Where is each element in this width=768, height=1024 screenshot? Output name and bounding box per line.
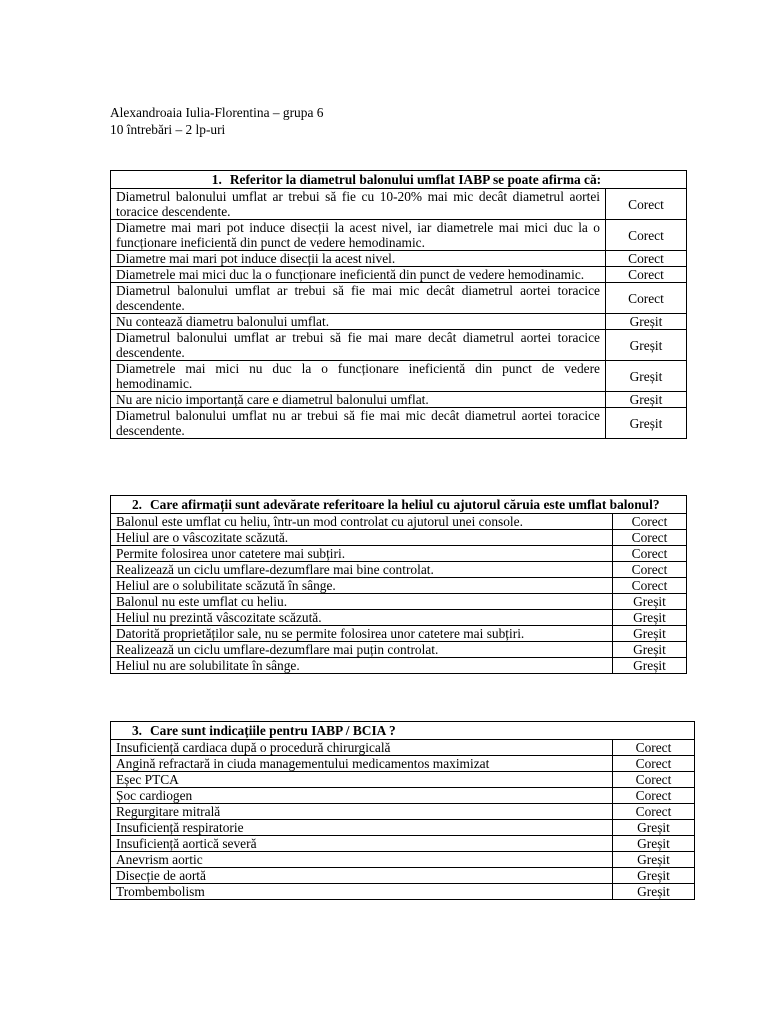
answer-cell: Corect (613, 546, 687, 562)
table-row (111, 594, 687, 610)
answer-cell: Greșit (613, 658, 687, 674)
statement-text: Diametrul balonului umflat ar trebui să fie cu 10-20% mai mic decât diametrul aortei toracice descendente. (111, 189, 606, 220)
statement-text: Insuficiență aortică severă (111, 836, 613, 852)
answer-cell: Greșit (613, 610, 687, 626)
question-3-title: 3. Care sunt indicațiile pentru IABP / BCIA ? (111, 722, 695, 740)
answer-cell: Corect (613, 514, 687, 530)
answer-cell: Corect (606, 189, 687, 220)
statement-text: Trombembolism (111, 884, 613, 900)
answer-cell: Greșit (613, 594, 687, 610)
document-header (110, 104, 323, 138)
statement-text: Realizează un ciclu umflare-dezumflare mai puțin controlat. (111, 642, 613, 658)
table-row (111, 642, 687, 658)
table-row (111, 220, 687, 251)
answer-cell: Greșit (613, 626, 687, 642)
answer-cell: Greșit (613, 868, 695, 884)
answer-cell: Corect (613, 756, 695, 772)
answer-cell: Corect (613, 804, 695, 820)
table-row (111, 578, 687, 594)
table-row (111, 251, 687, 267)
statement-text: Heliul are o solubilitate scăzută în sânge. (111, 578, 613, 594)
table-row (111, 546, 687, 562)
statement-text: Permite folosirea unor catetere mai subțiri. (111, 546, 613, 562)
question-2-title: 2. Care afirmații sunt adevărate referitoare la heliul cu ajutorul căruia este umflat balonul? (111, 496, 687, 514)
statement-text: Diametre mai mari pot induce disecții la acest nivel. (111, 251, 606, 267)
table-row (111, 514, 687, 530)
table-row (111, 756, 695, 772)
table-row (111, 626, 687, 642)
table-row (111, 361, 687, 392)
statement-text: Diametrul balonului umflat nu ar trebui să fie mai mic decât diametrul aortei toracice descendente. (111, 408, 606, 439)
answer-cell: Corect (606, 220, 687, 251)
table-row (111, 820, 695, 836)
table-row (111, 740, 695, 756)
answer-cell: Greșit (613, 852, 695, 868)
answer-cell: Corect (613, 788, 695, 804)
table-row (111, 804, 695, 820)
table-row (111, 884, 695, 900)
statement-text: Insuficiență cardiaca după o procedură chirurgicală (111, 740, 613, 756)
quiz-info-line: 10 întrebări – 2 lp-uri (110, 122, 226, 137)
statement-text: Șoc cardiogen (111, 788, 613, 804)
table-row (111, 836, 695, 852)
question-2-table (110, 495, 687, 674)
answer-cell: Greșit (613, 836, 695, 852)
table-row (111, 283, 687, 314)
statement-text: Insuficiență respiratorie (111, 820, 613, 836)
table-row (111, 189, 687, 220)
answer-cell: Greșit (606, 330, 687, 361)
statement-text: Diametre mai mari pot induce disecții la acest nivel, iar diametrele mai mici duc la o funcționare ineficientă din punct de vedere hemodinamic. (111, 220, 606, 251)
answer-cell: Greșit (606, 361, 687, 392)
table-row (111, 314, 687, 330)
statement-text: Disecție de aortă (111, 868, 613, 884)
answer-cell: Corect (613, 562, 687, 578)
statement-text: Nu are nicio importanță care e diametrul balonului umflat. (111, 392, 606, 408)
table-row (111, 562, 687, 578)
answer-cell: Greșit (606, 408, 687, 439)
statement-text: Regurgitare mitrală (111, 804, 613, 820)
statement-text: Diametrul balonului umflat ar trebui să fie mai mic decât diametrul aortei toracice descendente. (111, 283, 606, 314)
question-1-table (110, 170, 687, 439)
statement-text: Heliul nu are solubilitate în sânge. (111, 658, 613, 674)
answer-cell: Greșit (606, 392, 687, 408)
table-row (111, 772, 695, 788)
answer-cell: Greșit (613, 820, 695, 836)
answer-cell: Corect (613, 740, 695, 756)
statement-text: Heliul nu prezintă vâscozitate scăzută. (111, 610, 613, 626)
statement-text: Heliul are o vâscozitate scăzută. (111, 530, 613, 546)
statement-text: Realizează un ciclu umflare-dezumflare mai bine controlat. (111, 562, 613, 578)
table-row (111, 392, 687, 408)
statement-text: Balonul este umflat cu heliu, într-un mod controlat cu ajutorul unei console. (111, 514, 613, 530)
statement-text: Eșec PTCA (111, 772, 613, 788)
table-row (111, 330, 687, 361)
table-row (111, 868, 695, 884)
answer-cell: Greșit (606, 314, 687, 330)
answer-cell: Corect (606, 267, 687, 283)
answer-cell: Greșit (613, 884, 695, 900)
answer-cell: Corect (606, 283, 687, 314)
answer-cell: Corect (613, 530, 687, 546)
statement-text: Diametrele mai mici duc la o funcționare ineficientă din punct de vedere hemodinamic. (111, 267, 606, 283)
answer-cell: Corect (613, 578, 687, 594)
question-3-table (110, 721, 695, 900)
table-row (111, 530, 687, 546)
table-row (111, 852, 695, 868)
statement-text: Diametrul balonului umflat ar trebui să fie mai mare decât diametrul aortei toracice descendente. (111, 330, 606, 361)
answer-cell: Corect (613, 772, 695, 788)
statement-text: Anevrism aortic (111, 852, 613, 868)
question-1-title: 1. Referitor la diametrul balonului umflat IABP se poate afirma că: (111, 171, 687, 189)
statement-text: Datorită proprietăților sale, nu se permite folosirea unor catetere mai subțiri. (111, 626, 613, 642)
statement-text: Nu contează diametru balonului umflat. (111, 314, 606, 330)
table-row (111, 267, 687, 283)
statement-text: Diametrele mai mici nu duc la o funcționare ineficientă din punct de vedere hemodinamic. (111, 361, 606, 392)
statement-text: Balonul nu este umflat cu heliu. (111, 594, 613, 610)
answer-cell: Corect (606, 251, 687, 267)
answer-cell: Greșit (613, 642, 687, 658)
table-row (111, 610, 687, 626)
author-line: Alexandroaia Iulia-Florentina – grupa 6 (110, 105, 324, 120)
table-row (111, 658, 687, 674)
statement-text: Angină refractară in ciuda managementului medicamentos maximizat (111, 756, 613, 772)
table-row (111, 788, 695, 804)
table-row (111, 408, 687, 439)
